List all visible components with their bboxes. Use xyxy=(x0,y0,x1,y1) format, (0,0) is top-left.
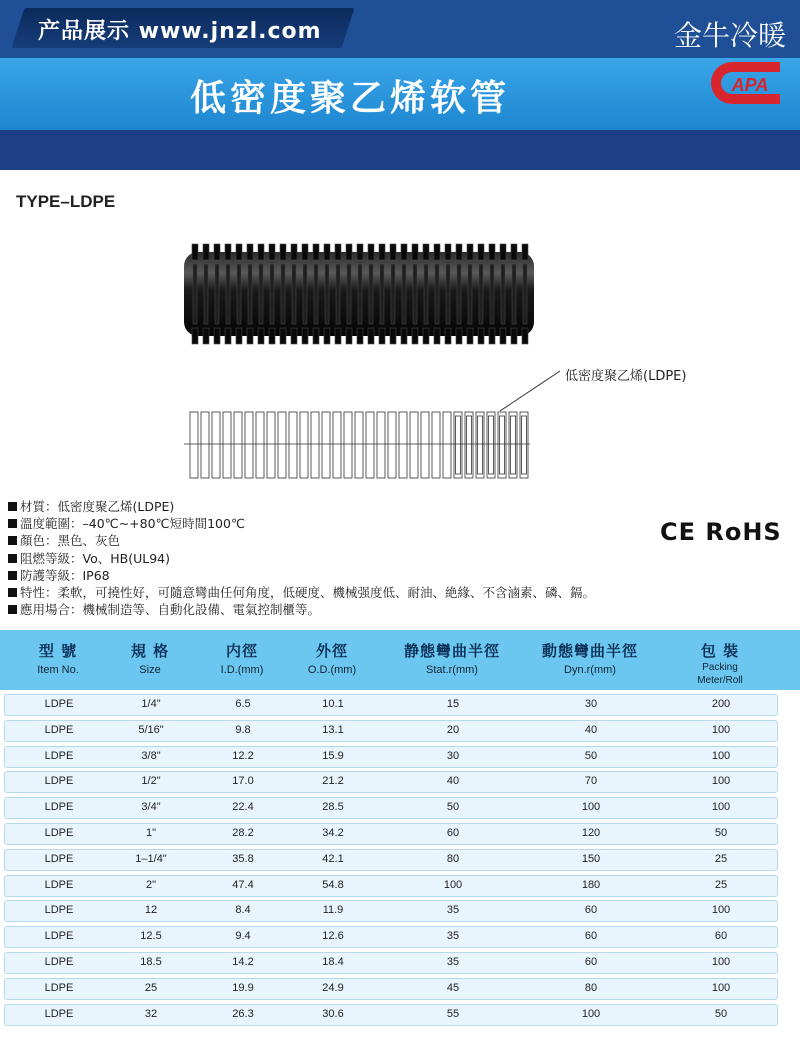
cell-item-no: LDPE xyxy=(44,930,74,943)
table-row xyxy=(4,978,778,1000)
tube-rib xyxy=(368,244,374,260)
tube-rib xyxy=(379,328,385,344)
bullet-square-icon xyxy=(8,571,17,580)
tube-rib xyxy=(225,244,231,260)
cell-packing: 100 xyxy=(711,955,731,968)
tube-rib-shade xyxy=(336,264,340,324)
cell-static-radius: 45 xyxy=(446,981,460,994)
page-title: 低密度聚乙烯软管 xyxy=(189,78,510,119)
tube-rib xyxy=(247,244,253,260)
spec-item: 防護等級：IP68 xyxy=(8,567,648,584)
cell-od: 21.2 xyxy=(322,775,344,788)
table-row xyxy=(4,875,778,897)
type-label: TYPE–LDPE xyxy=(16,192,116,211)
cell-packing: 25 xyxy=(714,852,728,865)
drawing-rib-inner xyxy=(522,416,527,474)
cell-od: 34.2 xyxy=(322,826,344,839)
cell-static-radius: 55 xyxy=(446,1007,460,1020)
cell-od: 28.5 xyxy=(322,801,344,814)
cell-id: 17.0 xyxy=(232,775,254,788)
cell-static-radius: 80 xyxy=(446,852,460,865)
apa-logo xyxy=(702,56,788,110)
drawing-rib-inner xyxy=(489,416,494,474)
cell-packing: 100 xyxy=(711,904,731,917)
cell-packing: 50 xyxy=(714,1007,728,1020)
tube-rib xyxy=(269,244,275,260)
tube-rib xyxy=(346,244,352,260)
tube-rib xyxy=(192,244,198,260)
cell-od: 11.9 xyxy=(322,904,344,917)
cell-id: 19.9 xyxy=(232,981,254,994)
header-size: 規 格 Size xyxy=(130,642,170,676)
tube-rib xyxy=(214,328,220,344)
tube-rib-shade xyxy=(457,264,461,324)
cell-id: 26.3 xyxy=(232,1007,254,1020)
cell-item-no: LDPE xyxy=(44,775,74,788)
cell-od: 12.6 xyxy=(322,930,344,943)
cell-item-no: LDPE xyxy=(44,1007,74,1020)
tube-rib xyxy=(489,244,495,260)
header-od: 外徑 O.D.(mm) xyxy=(307,642,357,676)
tube-rib xyxy=(467,328,473,344)
tube-rib xyxy=(511,244,517,260)
tube-rib-shade xyxy=(424,264,428,324)
tube-rib xyxy=(247,328,253,344)
cell-static-radius: 50 xyxy=(446,801,460,814)
tube-rib-shade xyxy=(281,264,285,324)
tube-rib xyxy=(522,244,528,260)
tube-rib xyxy=(390,328,396,344)
drawing-rib xyxy=(333,412,341,478)
cell-static-radius: 20 xyxy=(446,723,460,736)
cell-packing: 50 xyxy=(714,826,728,839)
cell-item-no: LDPE xyxy=(44,698,74,710)
drawing-rib xyxy=(311,412,319,478)
cell-od: 42.1 xyxy=(322,852,344,865)
drawing-rib xyxy=(300,412,308,478)
tube-rib xyxy=(357,244,363,260)
bullet-square-icon xyxy=(8,536,17,545)
cell-item-no: LDPE xyxy=(44,878,74,891)
cell-size: 1/2" xyxy=(141,775,161,788)
spec-item: 溫度範圍：–40℃~+80℃短時間100℃ xyxy=(8,515,648,532)
tube-rib xyxy=(456,328,462,344)
cell-size: 3/4" xyxy=(141,801,161,814)
cell-static-radius: 30 xyxy=(446,749,460,762)
cell-size: 3/8" xyxy=(141,749,161,762)
callout-leader-line xyxy=(500,365,570,413)
cell-dynamic-radius: 100 xyxy=(581,1007,601,1020)
cell-item-no: LDPE xyxy=(44,749,74,762)
spec-item: 阻燃等級：Vo、HB(UL94) xyxy=(8,550,648,567)
cell-id: 8.4 xyxy=(235,904,251,917)
tube-rib xyxy=(214,244,220,260)
cell-packing: 200 xyxy=(711,698,731,710)
tube-rib xyxy=(291,244,297,260)
tube-rib-shade xyxy=(347,264,351,324)
cell-dynamic-radius: 180 xyxy=(581,878,601,891)
cell-size: 1" xyxy=(145,826,157,839)
cell-item-no: LDPE xyxy=(44,904,74,917)
tube-rib xyxy=(335,328,341,344)
tube-rib-shade xyxy=(490,264,494,324)
table-body xyxy=(0,694,800,1029)
table-row xyxy=(4,926,778,948)
table-row xyxy=(4,694,778,716)
tube-rib xyxy=(401,328,407,344)
tube-rib-shade xyxy=(446,264,450,324)
tube-rib-shade xyxy=(512,264,516,324)
cell-size: 1/4" xyxy=(141,698,161,710)
cell-size: 12 xyxy=(144,904,158,917)
tube-rib xyxy=(346,328,352,344)
cell-packing: 60 xyxy=(714,930,728,943)
header-tab-text[interactable]: 产品展示 www.jnzl.com xyxy=(38,19,322,44)
tube-rib-shade xyxy=(204,264,208,324)
cell-od: 13.1 xyxy=(322,723,344,736)
drawing-rib xyxy=(201,412,209,478)
tube-rib xyxy=(423,244,429,260)
cell-static-radius: 15 xyxy=(446,698,460,710)
spec-item: 特性：柔軟，可撓性好，可隨意彎曲任何角度，低硬度、機械强度低、耐油、絶緣、不含滷素、磷、鎘。 xyxy=(8,584,648,601)
cell-id: 35.8 xyxy=(232,852,254,865)
table-row xyxy=(4,900,778,922)
drawing-rib xyxy=(267,412,275,478)
dark-band xyxy=(0,130,800,170)
tube-rib xyxy=(478,244,484,260)
cell-size: 18.5 xyxy=(140,955,162,968)
cell-packing: 25 xyxy=(714,878,728,891)
drawing-rib xyxy=(410,412,418,478)
tube-rib xyxy=(522,328,528,344)
drawing-rib xyxy=(223,412,231,478)
tube-rib xyxy=(280,244,286,260)
cell-size: 32 xyxy=(144,1007,158,1020)
drawing-rib xyxy=(190,412,198,478)
cell-id: 22.4 xyxy=(232,801,254,814)
cell-dynamic-radius: 120 xyxy=(581,826,601,839)
tube-rib-shade xyxy=(303,264,307,324)
tube-rib xyxy=(302,244,308,260)
tube-rib-shade xyxy=(193,264,197,324)
cell-dynamic-radius: 60 xyxy=(584,930,598,943)
cell-size: 1–1/4" xyxy=(135,852,167,865)
cell-id: 28.2 xyxy=(232,826,254,839)
cell-size: 5/16" xyxy=(138,723,164,736)
tube-rib-shade xyxy=(226,264,230,324)
cell-static-radius: 35 xyxy=(446,904,460,917)
bullet-square-icon xyxy=(8,519,17,528)
drawing-rib-inner xyxy=(511,416,516,474)
cell-item-no: LDPE xyxy=(44,955,74,968)
bullet-square-icon xyxy=(8,502,17,511)
drawing-rib xyxy=(344,412,352,478)
cell-packing: 100 xyxy=(711,723,731,736)
cell-dynamic-radius: 70 xyxy=(584,775,598,788)
cell-dynamic-radius: 150 xyxy=(581,852,601,865)
cell-dynamic-radius: 80 xyxy=(584,981,598,994)
tube-rib xyxy=(313,244,319,260)
drawing-rib-inner xyxy=(456,416,461,474)
tube-rib xyxy=(401,244,407,260)
cell-static-radius: 40 xyxy=(446,775,460,788)
header-id: 内徑 I.D.(mm) xyxy=(220,642,264,676)
tube-rib xyxy=(368,328,374,344)
table-row xyxy=(4,849,778,871)
drawing-rib xyxy=(355,412,363,478)
tube-rib xyxy=(313,328,319,344)
cell-od: 24.9 xyxy=(322,981,344,994)
table-row xyxy=(4,720,778,742)
drawing-rib xyxy=(245,412,253,478)
tube-rib-shade xyxy=(270,264,274,324)
cell-item-no: LDPE xyxy=(44,723,74,736)
cell-packing: 100 xyxy=(711,775,731,788)
cell-static-radius: 35 xyxy=(446,930,460,943)
cell-static-radius: 60 xyxy=(446,826,460,839)
cell-od: 15.9 xyxy=(322,749,344,762)
logo-text: APA xyxy=(731,75,769,95)
header-packing: 包 裝 Packing Meter/Roll xyxy=(697,642,743,686)
tube-rib xyxy=(500,244,506,260)
spec-item: 材質：低密度聚乙烯(LDPE) xyxy=(8,498,648,515)
spec-list xyxy=(8,498,648,618)
tube-rib-shade xyxy=(468,264,472,324)
cell-item-no: LDPE xyxy=(44,826,74,839)
tube-rib xyxy=(379,244,385,260)
cell-id: 12.2 xyxy=(232,749,254,762)
bullet-square-icon xyxy=(8,605,17,614)
cell-id: 14.2 xyxy=(232,955,254,968)
tube-rib xyxy=(324,244,330,260)
drawing-rib xyxy=(377,412,385,478)
tube-rib-shade xyxy=(501,264,505,324)
drawing-rib xyxy=(234,412,242,478)
cell-dynamic-radius: 40 xyxy=(584,723,598,736)
drawing-rib xyxy=(388,412,396,478)
header-item-no: 型 號 Item No. xyxy=(37,642,79,676)
tube-rib xyxy=(236,244,242,260)
drawing-rib-inner xyxy=(500,416,505,474)
drawing-rib xyxy=(256,412,264,478)
cell-od: 30.6 xyxy=(322,1007,344,1020)
drawing-rib xyxy=(421,412,429,478)
table-row xyxy=(4,952,778,974)
drawing-rib xyxy=(366,412,374,478)
drawing-rib xyxy=(432,412,440,478)
cell-dynamic-radius: 50 xyxy=(584,749,598,762)
cell-od: 54.8 xyxy=(322,878,344,891)
tube-rib-shade xyxy=(325,264,329,324)
bullet-square-icon xyxy=(8,554,17,563)
table-row xyxy=(4,797,778,819)
spec-item: 應用場合：機械制造等、自動化設備、電氣控制櫃等。 xyxy=(8,601,648,618)
cell-id: 9.8 xyxy=(235,723,251,736)
tube-rib xyxy=(390,244,396,260)
drawing-rib xyxy=(399,412,407,478)
header-static-radius: 静態彎曲半徑 Stat.r(mm) xyxy=(403,642,501,676)
cell-packing: 100 xyxy=(711,981,731,994)
tube-rib xyxy=(236,328,242,344)
tube-rib xyxy=(203,244,209,260)
tube-rib-shade xyxy=(358,264,362,324)
tube-rib xyxy=(434,244,440,260)
bullet-square-icon xyxy=(8,588,17,597)
tube-rib-shade xyxy=(314,264,318,324)
tube-rib xyxy=(258,328,264,344)
tube-rib xyxy=(489,328,495,344)
drawing-rib xyxy=(278,412,286,478)
table-row xyxy=(4,771,778,793)
tube-rib-shade xyxy=(237,264,241,324)
spec-item: 顏色：黑色、灰色 xyxy=(8,532,648,549)
tube-rib-shade xyxy=(369,264,373,324)
drawing-rib-inner xyxy=(478,416,483,474)
tube-rib xyxy=(467,244,473,260)
cell-size: 2" xyxy=(145,878,157,891)
tube-rib-shade xyxy=(391,264,395,324)
title-band xyxy=(0,58,800,130)
callout-label: 低密度聚乙烯(LDPE) xyxy=(565,369,687,384)
tube-rib xyxy=(192,328,198,344)
table-header xyxy=(0,630,800,690)
tube-rib xyxy=(280,328,286,344)
cell-packing: 100 xyxy=(711,801,731,814)
cell-size: 25 xyxy=(144,981,158,994)
tube-rib xyxy=(412,244,418,260)
tube-rib-shade xyxy=(259,264,263,324)
tube-rib xyxy=(423,328,429,344)
table-row xyxy=(4,1004,778,1026)
cell-dynamic-radius: 100 xyxy=(581,801,601,814)
tube-rib xyxy=(478,328,484,344)
tube-rib-shade xyxy=(413,264,417,324)
tube-rib xyxy=(203,328,209,344)
tube-rib xyxy=(291,328,297,344)
header-dynamic-radius: 動態彎曲半徑 Dyn.r(mm) xyxy=(541,642,639,676)
brand-name: 金牛冷暖 xyxy=(673,19,786,52)
cell-size: 12.5 xyxy=(140,930,162,943)
cell-id: 47.4 xyxy=(232,878,254,891)
tube-rib xyxy=(434,328,440,344)
tube-rib-shade xyxy=(402,264,406,324)
tube-rib-shade xyxy=(248,264,252,324)
tube-rib-shade xyxy=(292,264,296,324)
cell-od: 10.1 xyxy=(322,698,344,710)
cell-id: 9.4 xyxy=(235,930,251,943)
table-row xyxy=(4,823,778,845)
tube-drawing xyxy=(184,408,530,486)
top-bar xyxy=(0,0,800,64)
tube-rib xyxy=(269,328,275,344)
tube-rib xyxy=(456,244,462,260)
cell-static-radius: 100 xyxy=(443,878,463,891)
tube-rib xyxy=(258,244,264,260)
certification-marks: CE RoHS xyxy=(660,518,782,546)
cell-dynamic-radius: 60 xyxy=(584,904,598,917)
tube-rib xyxy=(357,328,363,344)
tube-rib xyxy=(324,328,330,344)
tube-rib xyxy=(412,328,418,344)
drawing-rib xyxy=(212,412,220,478)
tube-rib xyxy=(511,328,517,344)
tube-rib-shade xyxy=(523,264,527,324)
tube-rib xyxy=(445,328,451,344)
cell-dynamic-radius: 60 xyxy=(584,955,598,968)
tube-rib xyxy=(225,328,231,344)
tube-rib-shade xyxy=(380,264,384,324)
drawing-rib xyxy=(289,412,297,478)
cell-item-no: LDPE xyxy=(44,852,74,865)
tube-rib xyxy=(445,244,451,260)
product-photo xyxy=(176,240,542,348)
cell-dynamic-radius: 30 xyxy=(584,698,598,710)
cell-static-radius: 35 xyxy=(446,955,460,968)
tube-rib-shade xyxy=(435,264,439,324)
tube-rib xyxy=(302,328,308,344)
cell-od: 18.4 xyxy=(322,955,344,968)
tube-rib-shade xyxy=(215,264,219,324)
table-row xyxy=(4,746,778,768)
tube-rib xyxy=(500,328,506,344)
cell-item-no: LDPE xyxy=(44,981,74,994)
cell-id: 6.5 xyxy=(235,698,251,710)
drawing-rib xyxy=(322,412,330,478)
cell-packing: 100 xyxy=(711,749,731,762)
drawing-rib-inner xyxy=(467,416,472,474)
cell-item-no: LDPE xyxy=(44,801,74,814)
drawing-rib xyxy=(443,412,451,478)
tube-rib xyxy=(335,244,341,260)
tube-rib-shade xyxy=(479,264,483,324)
